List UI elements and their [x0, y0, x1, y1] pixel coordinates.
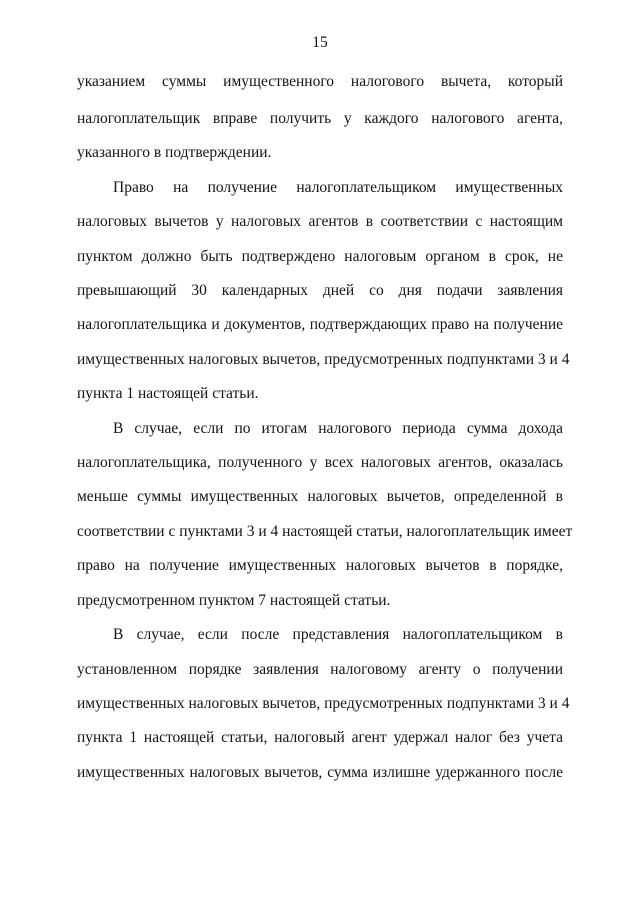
paragraph-4-line-3: имущественных налоговых вычетов, предусмотренных подпунктами 3 и 4	[77, 695, 570, 712]
page-number: 15	[312, 34, 328, 51]
paragraph-3-line-5: право на получение имущественных налоговых вычетов в порядке,	[77, 557, 563, 574]
paragraph-3-line-4: соответствии с пунктами 3 и 4 настоящей статьи, налогоплательщик имеет	[77, 523, 573, 540]
paragraph-4-line-1: В случае, если после представления налогоплательщиком в	[113, 626, 563, 643]
paragraph-1-line-3: указанного в подтверждении.	[77, 144, 272, 161]
paragraph-3-line-1: В случае, если по итогам налогового периода сумма дохода	[113, 420, 563, 437]
paragraph-3-line-2: налогоплательщика, полученного у всех налоговых агентов, оказалась	[77, 454, 563, 471]
paragraph-3-line-3: меньше суммы имущественных налоговых вычетов, определенной в	[77, 488, 563, 505]
paragraph-4-line-4: пункта 1 настоящей статьи, налоговый агент удержал налог без учета	[77, 729, 563, 746]
paragraph-3-line-6: предусмотренном пунктом 7 настоящей статьи.	[77, 592, 391, 609]
paragraph-2-line-5: налогоплательщика и документов, подтверждающих право на получение	[77, 316, 563, 333]
paragraph-2-line-6: имущественных налоговых вычетов, предусмотренных подпунктами 3 и 4	[77, 351, 570, 368]
paragraph-2-line-2: налоговых вычетов у налоговых агентов в соответствии с настоящим	[77, 213, 563, 230]
paragraph-4-line-2: установленном порядке заявления налоговому агенту о получении	[77, 661, 563, 678]
paragraph-1-line-2: налогоплательщик вправе получить у каждого налогового агента,	[77, 110, 563, 127]
paragraph-2-line-3: пунктом должно быть подтверждено налоговым органом в срок, не	[77, 248, 563, 265]
paragraph-2-line-7: пункта 1 настоящей статьи.	[77, 385, 259, 402]
paragraph-2-line-4: превышающий 30 календарных дней со дня подачи заявления	[77, 282, 563, 299]
paragraph-4-line-5: имущественных налоговых вычетов, сумма излишне удержанного после	[77, 764, 563, 781]
paragraph-2-line-1: Право на получение налогоплательщиком имущественных	[113, 179, 563, 196]
paragraph-1-line-1: указанием суммы имущественного налогового вычета, который	[77, 73, 563, 90]
